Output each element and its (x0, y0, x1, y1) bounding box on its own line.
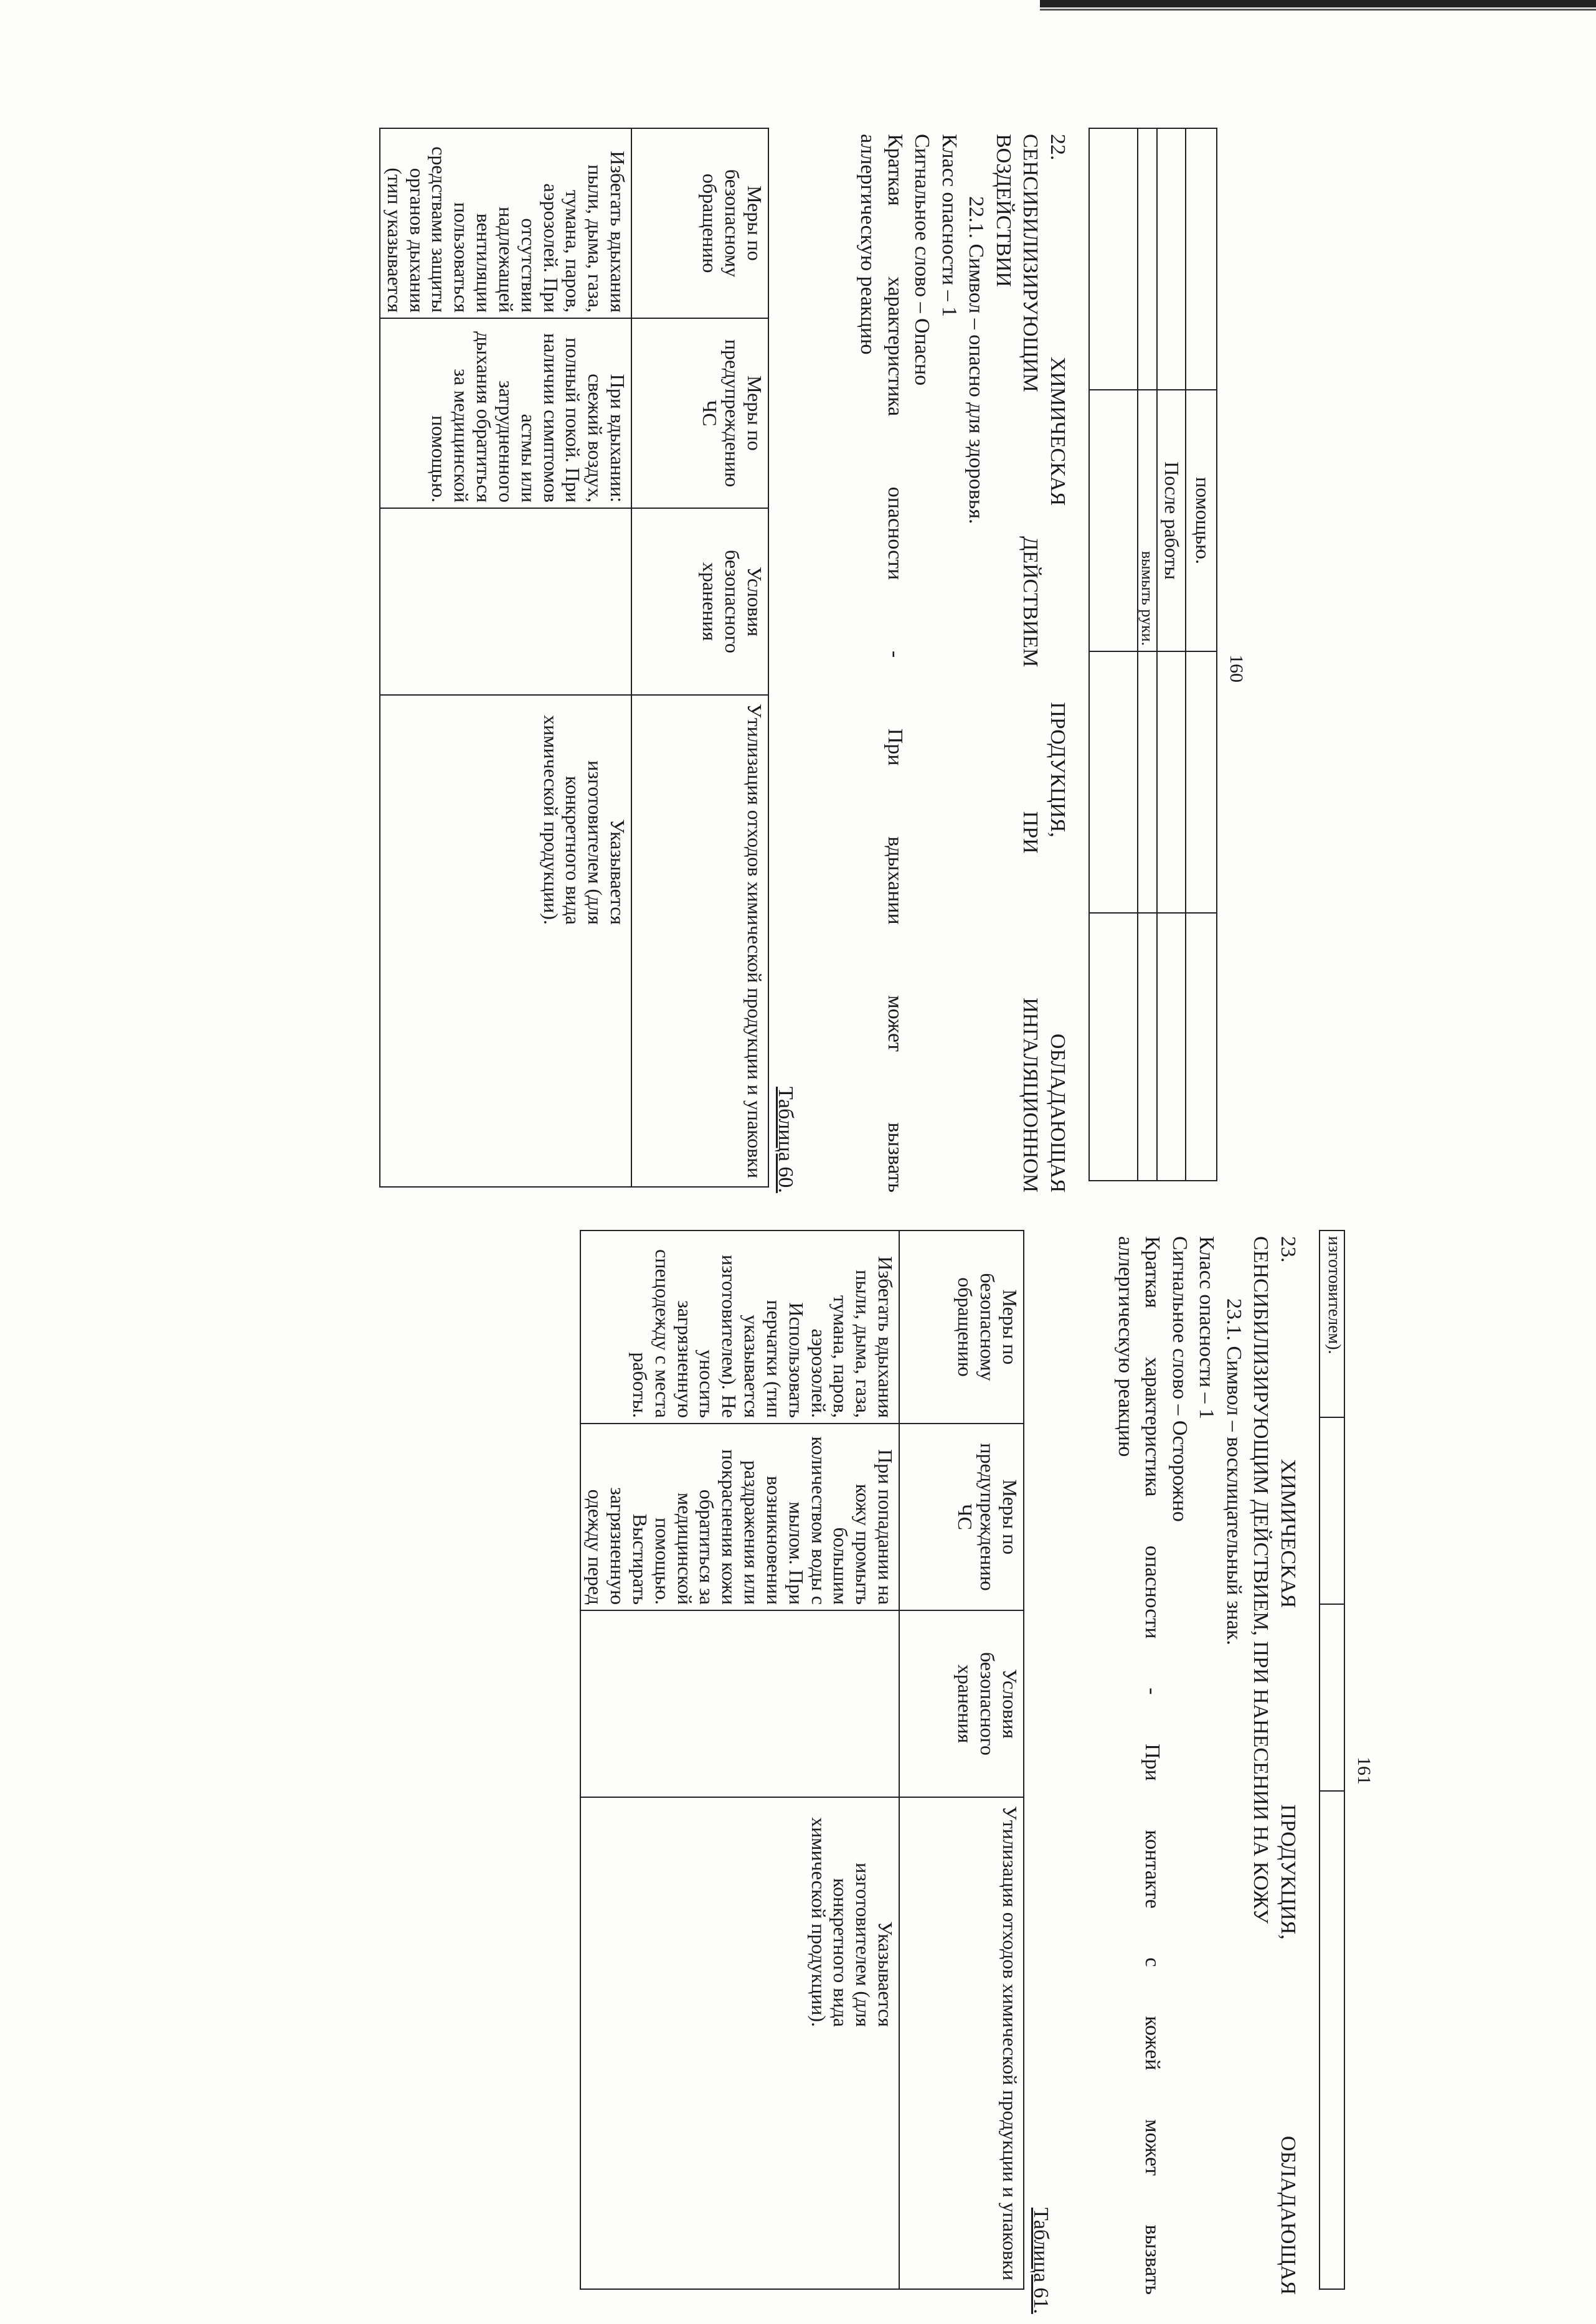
page-161 (582, 1217, 1379, 2324)
table-cell (380, 508, 631, 695)
table-header: Меры по безопасному обращению (631, 128, 768, 318)
table-cell: Указывается изготовителем (для конкретного вида химической продукции). (580, 1797, 899, 2289)
table-title: Таблица 60. (774, 1087, 797, 1193)
table-header: Меры по предупреждению ЧС (631, 318, 768, 508)
page-number: 161 (1354, 1757, 1374, 1785)
short-description: Краткая характеристика опасности - При контакте с кожей может вызвать (1141, 1236, 1164, 2295)
table-header: Условия безопасного хранения (899, 1610, 1024, 1797)
section-title: ВОЗДЕЙСТВИИ (991, 134, 1015, 287)
prev-cell: помощью. (1186, 390, 1217, 651)
table-title: Таблица 61. (1029, 2208, 1052, 2314)
table-header: Меры по предупреждению ЧС (899, 1424, 1024, 1610)
table-header: Условия безопасного хранения (631, 508, 768, 695)
scan-edge-line-thin (1040, 9, 1596, 11)
table-cell: Избегать вдыхания пыли, дыма, газа, тумана, паров, аэрозолей. При отсутствии надлежащей вентиляции пользоваться средствами защиты органов дыхания (тип указывается (380, 128, 631, 318)
table-header: Утилизация отходов химической продукции и упаковки (631, 695, 768, 1187)
signal-word: Сигнальное слово – Осторожно (1168, 1236, 1191, 1522)
hazard-class: Класс опасности – 1 (937, 134, 961, 317)
table-cell (580, 1610, 899, 1797)
section-title: СЕНСИБИЛИЗИРУЮЩИМ ДЕЙСТВИЕМ, ПРИ НАНЕСЕНИИ НА КОЖУ (1249, 1236, 1273, 1924)
previous-table-fragment (1088, 128, 1217, 1181)
page-160 (383, 115, 1252, 1222)
symbol-line: 23.1. Символ – восклицательный знак. (1222, 1298, 1245, 1645)
hazard-class: Класс опасности – 1 (1195, 1236, 1219, 1419)
short-description: аллергическую реакцию (856, 134, 880, 355)
section-title: 22. ХИМИЧЕСКАЯ ПРОДУКЦИЯ, ОБЛАДАЮЩАЯ (1046, 134, 1069, 1193)
section-23-block (1112, 1236, 1301, 2295)
symbol-line: 22.1. Символ – опасно для здоровья. (965, 196, 988, 524)
table-header: Меры по безопасному обращению (899, 1230, 1024, 1424)
table-cell: При попадании на кожу промыть большим количеством воды с мылом. При возникновении раздражения или покраснения кожи обратиться за медицинской помощью. Выстирать загрязненную одежду перед (580, 1424, 899, 1610)
table-cell: Избегать вдыхания пыли, дыма, газа, тумана, паров, аэрозолей. Использовать перчатки (тип указывается изготовителем). Не уносить загрязненную спецодежду с места работы. (580, 1230, 899, 1424)
section-title: 23. ХИМИЧЕСКАЯ ПРОДУКЦИЯ, ОБЛАДАЮЩАЯ (1277, 1236, 1300, 2295)
short-description: аллергическую реакцию (1113, 1236, 1137, 1457)
prev-cell: вымыть руки. (1138, 390, 1157, 651)
table-61 (580, 1230, 1024, 2290)
table-cell: Указывается изготовителем (для конкретного вида химической продукции). (380, 695, 631, 1187)
scan-edge-line (1040, 0, 1596, 7)
short-description: Краткая характеристика опасности - При вдыхании может вызвать (883, 134, 907, 1193)
section-22-block (854, 134, 1071, 1193)
page-number: 160 (1226, 654, 1247, 683)
prev-cell: изготовителем). (1320, 1230, 1344, 1417)
table-cell: При вдыхании: свежий воздух, полный покой. При наличии симптомов астмы или затрудненного дыхания обратиться за медицинской помощью. (380, 318, 631, 508)
signal-word: Сигнальное слово – Опасно (910, 134, 934, 386)
previous-table-fragment (1319, 1230, 1345, 2290)
section-title: СЕНСИБИЛИЗИРУЮЩИМ ДЕЙСТВИЕМ ПРИ ИНГАЛЯЦИОННОМ (1019, 134, 1042, 1193)
table-header: Утилизация отходов химической продукции и упаковки (899, 1797, 1024, 2289)
table-60 (379, 128, 769, 1188)
prev-cell: После работы (1157, 390, 1186, 651)
